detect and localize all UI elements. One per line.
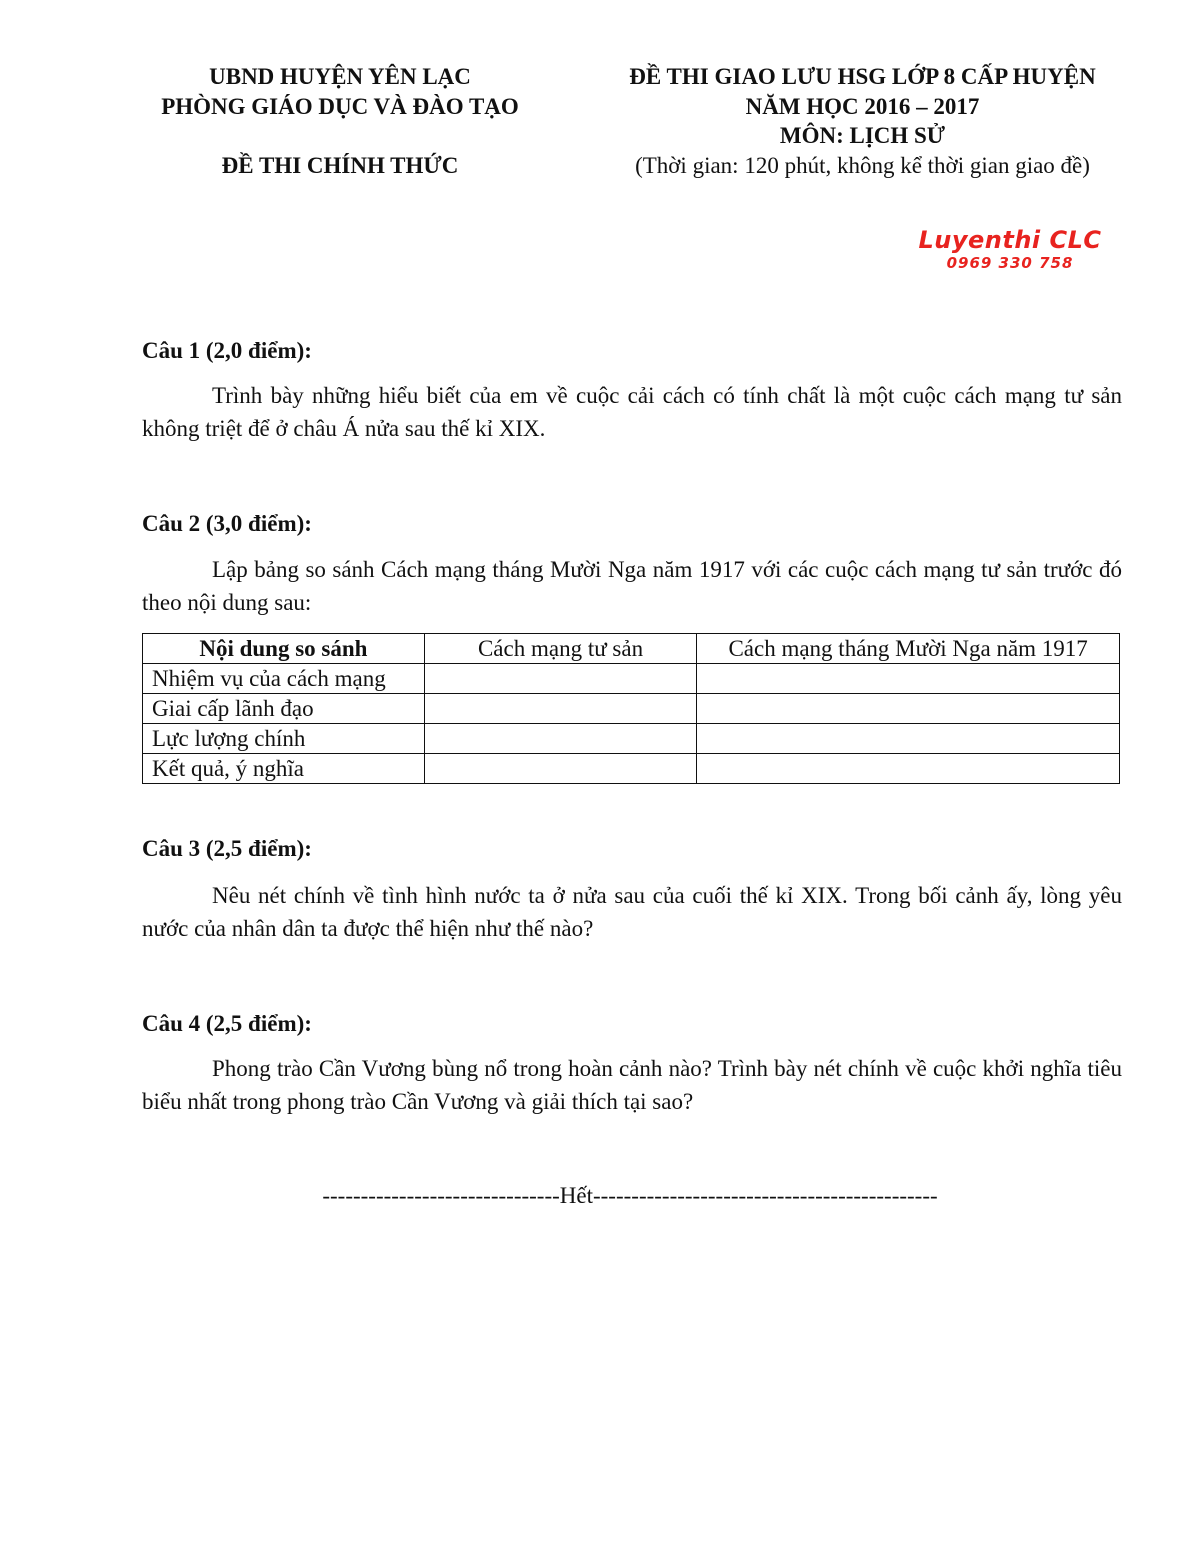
table-header-cell: Cách mạng tư sản bbox=[424, 634, 696, 664]
table-header-row bbox=[143, 634, 1120, 664]
school-year: NĂM HỌC 2016 – 2017 bbox=[745, 94, 980, 119]
end-of-exam-marker: -------------------------------Hết--------------------------------------------- bbox=[322, 1183, 938, 1208]
table-cell bbox=[424, 694, 696, 724]
logo-phone: 0969 330 758 bbox=[946, 254, 1074, 272]
table-cell-criterion: Kết quả, ý nghĩa bbox=[143, 754, 425, 784]
question-1-body: Trình bày những hiểu biết của em về cuộc cải cách có tính chất là một cuộc cách mạng tư sản không triệt để ở châu Á nửa sau thế kỉ XIX. bbox=[142, 383, 1122, 441]
table-header-cell: Cách mạng tháng Mười Nga năm 1917 bbox=[697, 634, 1120, 664]
question-1-title: Câu 1 (2,0 điểm): bbox=[142, 338, 312, 363]
table-row bbox=[143, 754, 1120, 784]
question-4-title: Câu 4 (2,5 điểm): bbox=[142, 1011, 312, 1036]
table-cell bbox=[697, 694, 1120, 724]
table-cell-criterion: Giai cấp lãnh đạo bbox=[143, 694, 425, 724]
table-cell bbox=[424, 664, 696, 694]
table-row bbox=[143, 724, 1120, 754]
question-2-body: Lập bảng so sánh Cách mạng tháng Mười Nga năm 1917 với các cuộc cách mạng tư sản trước đó theo nội dung sau: bbox=[142, 557, 1122, 615]
table-cell bbox=[697, 754, 1120, 784]
question-3-body: Nêu nét chính về tình hình nước ta ở nửa sau của cuối thế kỉ XIX. Trong bối cảnh ấy, lòng yêu nước của nhân dân ta được thể hiện như thế nào? bbox=[142, 883, 1122, 941]
issuer-line-2: PHÒNG GIÁO DỤC VÀ ĐÀO TẠO bbox=[161, 94, 519, 119]
table-cell-criterion: Lực lượng chính bbox=[143, 724, 425, 754]
time-note: (Thời gian: 120 phút, không kể thời gian giao đề) bbox=[635, 153, 1090, 178]
official-exam-label: ĐỀ THI CHÍNH THỨC bbox=[221, 153, 459, 178]
table-row bbox=[143, 664, 1120, 694]
logo-name: Luyenthi CLC bbox=[918, 226, 1102, 254]
table-row bbox=[143, 694, 1120, 724]
table-cell bbox=[697, 724, 1120, 754]
luyenthi-logo bbox=[895, 226, 1125, 272]
table-cell bbox=[697, 664, 1120, 694]
table-cell bbox=[424, 724, 696, 754]
question-2-title: Câu 2 (3,0 điểm): bbox=[142, 511, 312, 536]
table-cell bbox=[424, 754, 696, 784]
issuer-line-1: UBND HUYỆN YÊN LẠC bbox=[209, 64, 471, 89]
subject-label: MÔN: LỊCH SỬ bbox=[779, 123, 946, 148]
question-4-body: Phong trào Cần Vương bùng nổ trong hoàn cảnh nào? Trình bày nét chính về cuộc khởi nghĩa tiêu biểu nhất trong phong trào Cần Vương và giải thích tại sao? bbox=[142, 1056, 1122, 1114]
table-cell-criterion: Nhiệm vụ của cách mạng bbox=[143, 664, 425, 694]
comparison-table bbox=[142, 633, 1120, 784]
table-header-cell: Nội dung so sánh bbox=[143, 634, 425, 664]
exam-title: ĐỀ THI GIAO LƯU HSG LỚP 8 CẤP HUYỆN bbox=[629, 64, 1096, 89]
question-3-title: Câu 3 (2,5 điểm): bbox=[142, 836, 312, 861]
